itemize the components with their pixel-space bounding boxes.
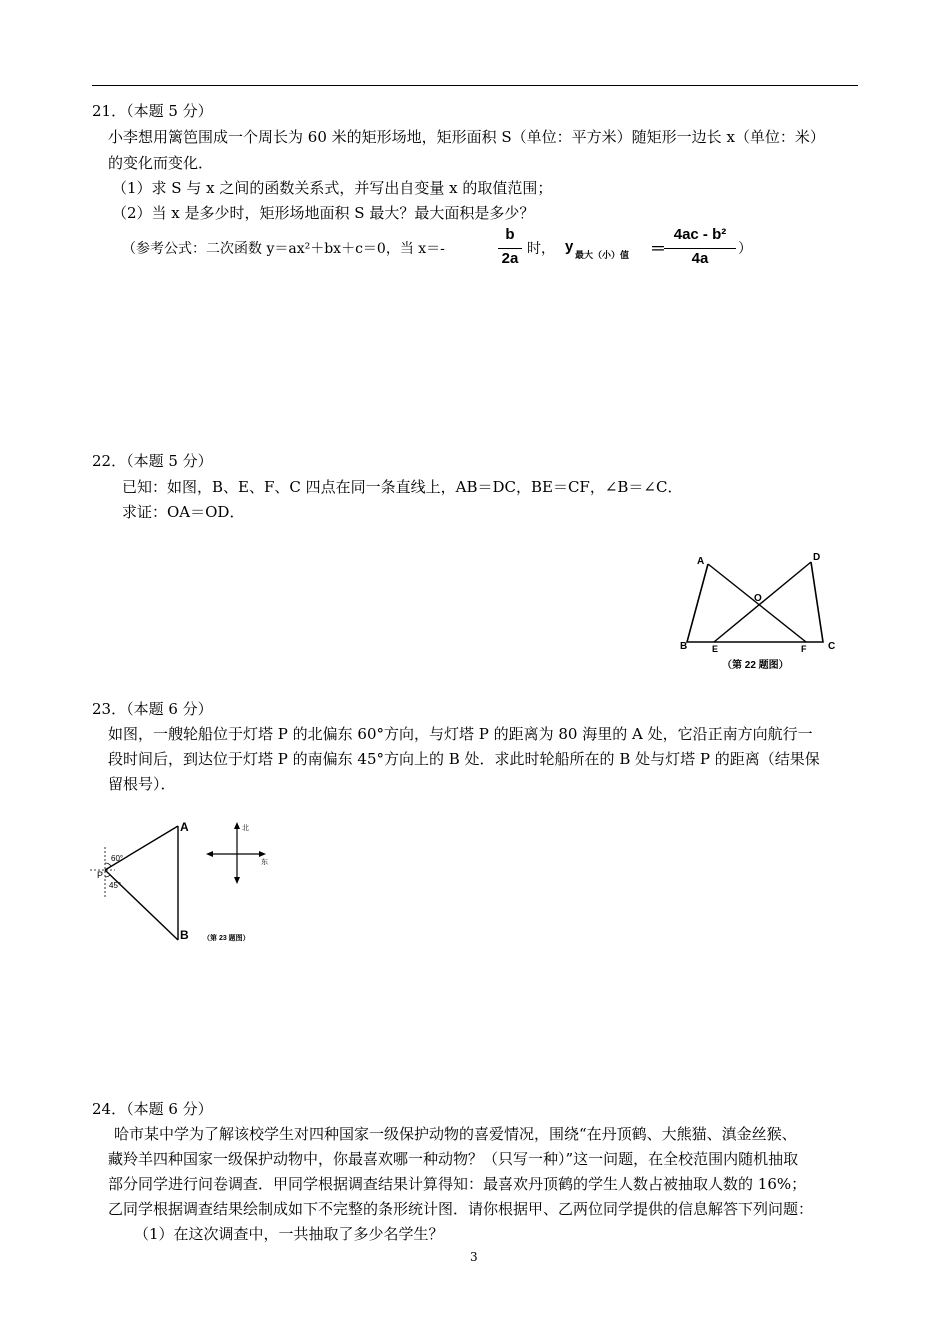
formula-end: ） <box>738 241 752 257</box>
south-arrow-icon <box>234 877 240 884</box>
q21-header: 21．（本题 5 分） <box>92 102 213 120</box>
q22-label-o: O <box>754 593 762 604</box>
q23-caption: （第 23 题图） <box>203 935 250 942</box>
q21-part2: （2）当 x 是多少时，矩形场地面积 S 最大？最大面积是多少？ <box>112 204 535 222</box>
q24-line2: 藏羚羊四种国家一级保护动物中，你最喜欢哪一种动物？（只写一种）”这一问题，在全校范围内随机抽取 <box>108 1150 799 1168</box>
q24-line3: 部分同学进行问卷调查．甲同学根据调查结果计算得知：最喜欢丹顶鹤的学生人数占被抽取人数的 16%； <box>108 1175 807 1193</box>
frac1-numerator: b <box>505 226 515 243</box>
frac2-denominator: 4a <box>691 250 709 267</box>
q23-label-p: P <box>97 870 104 880</box>
frac1-bar <box>498 248 522 249</box>
q21-line1: 小李想用篱笆围成一个周长为 60 米的矩形场地，矩形面积 S（单位：平方米）随矩形一边长 x（单位：米） <box>108 128 825 146</box>
y-label: y <box>565 238 574 255</box>
q22-caption: （第 22 题图） <box>722 660 789 671</box>
formula-mid: 时， <box>527 241 555 257</box>
q24-line1: 哈市某中学为了解该校学生对四种国家一级保护动物的喜爱情况，围绕“在丹顶鹤、大熊猫、滇金丝猴、 <box>114 1125 797 1143</box>
west-arrow-icon <box>206 851 213 857</box>
q24-part1: （1）在这次调查中，一共抽取了多少名学生？ <box>134 1225 444 1243</box>
q23-angle-60: 60° <box>111 854 124 863</box>
q23-angle-arc-45 <box>105 875 110 877</box>
q21-part1: （1）求 S 与 x 之间的函数关系式，并写出自变量 x 的取值范围； <box>112 179 553 197</box>
q23-line1: 如图，一艘轮船位于灯塔 P 的北偏东 60°方向，与灯塔 P 的距离为 80 海里的 A 处，它沿正南方向航行一 <box>108 725 813 743</box>
q23-label-b: B <box>180 928 189 942</box>
page-number: 3 <box>470 1250 478 1264</box>
q22-label-e: E <box>712 644 719 654</box>
y-subscript: 最大（小）值 <box>575 250 630 260</box>
q22-label-c: C <box>828 641 836 652</box>
q23-line2: 段时间后，到达位于灯塔 P 的南偏东 45°方向上的 B 处．求此时轮船所在的 B 处与灯塔 P 的距离（结果保 <box>108 750 820 768</box>
frac2-numerator: 4ac - b² <box>673 226 727 243</box>
top-rule <box>92 85 858 86</box>
q22-given: 已知：如图，B、E、F、C 四点在同一条直线上，AB＝DC，BE＝CF，∠B＝∠C． <box>122 478 683 496</box>
q23-angle-arc-60 <box>105 863 111 866</box>
q23-angle-45: 45° <box>109 881 122 890</box>
q22-header: 22．（本题 5 分） <box>92 452 213 470</box>
formula-prefix: （参考公式：二次函数 y＝ax²＋bx＋c＝0，当 x＝- <box>122 241 445 257</box>
equals-sign: ＝ <box>650 241 667 258</box>
q24-header: 24．（本题 6 分） <box>92 1100 213 1118</box>
q23-figure <box>85 812 285 952</box>
compass-north-label: 北 <box>242 825 249 832</box>
q23-line3: 留根号）． <box>108 775 176 793</box>
q24-line4: 乙同学根据调查结果绘制成如下不完整的条形统计图．请你根据甲、乙两位同学提供的信息解答下列问题： <box>108 1200 814 1218</box>
q22-label-f: F <box>801 644 807 654</box>
frac2-bar <box>664 248 736 249</box>
east-arrow-icon <box>259 851 266 857</box>
q22-figure <box>670 548 845 676</box>
q22-label-d: D <box>813 552 821 563</box>
compass-east-label: 东 <box>261 859 268 866</box>
north-arrow-icon <box>234 822 240 829</box>
q23-header: 23．（本题 6 分） <box>92 700 213 718</box>
q22-line-de <box>714 562 811 642</box>
q22-prove: 求证：OA＝OD． <box>122 503 245 521</box>
q22-label-b: B <box>680 641 688 652</box>
q23-line-pa <box>105 826 178 870</box>
q23-label-a: A <box>180 820 189 834</box>
q21-line2: 的变化而变化． <box>108 154 214 172</box>
frac1-denominator: 2a <box>501 250 519 267</box>
q22-label-a: A <box>697 556 705 567</box>
